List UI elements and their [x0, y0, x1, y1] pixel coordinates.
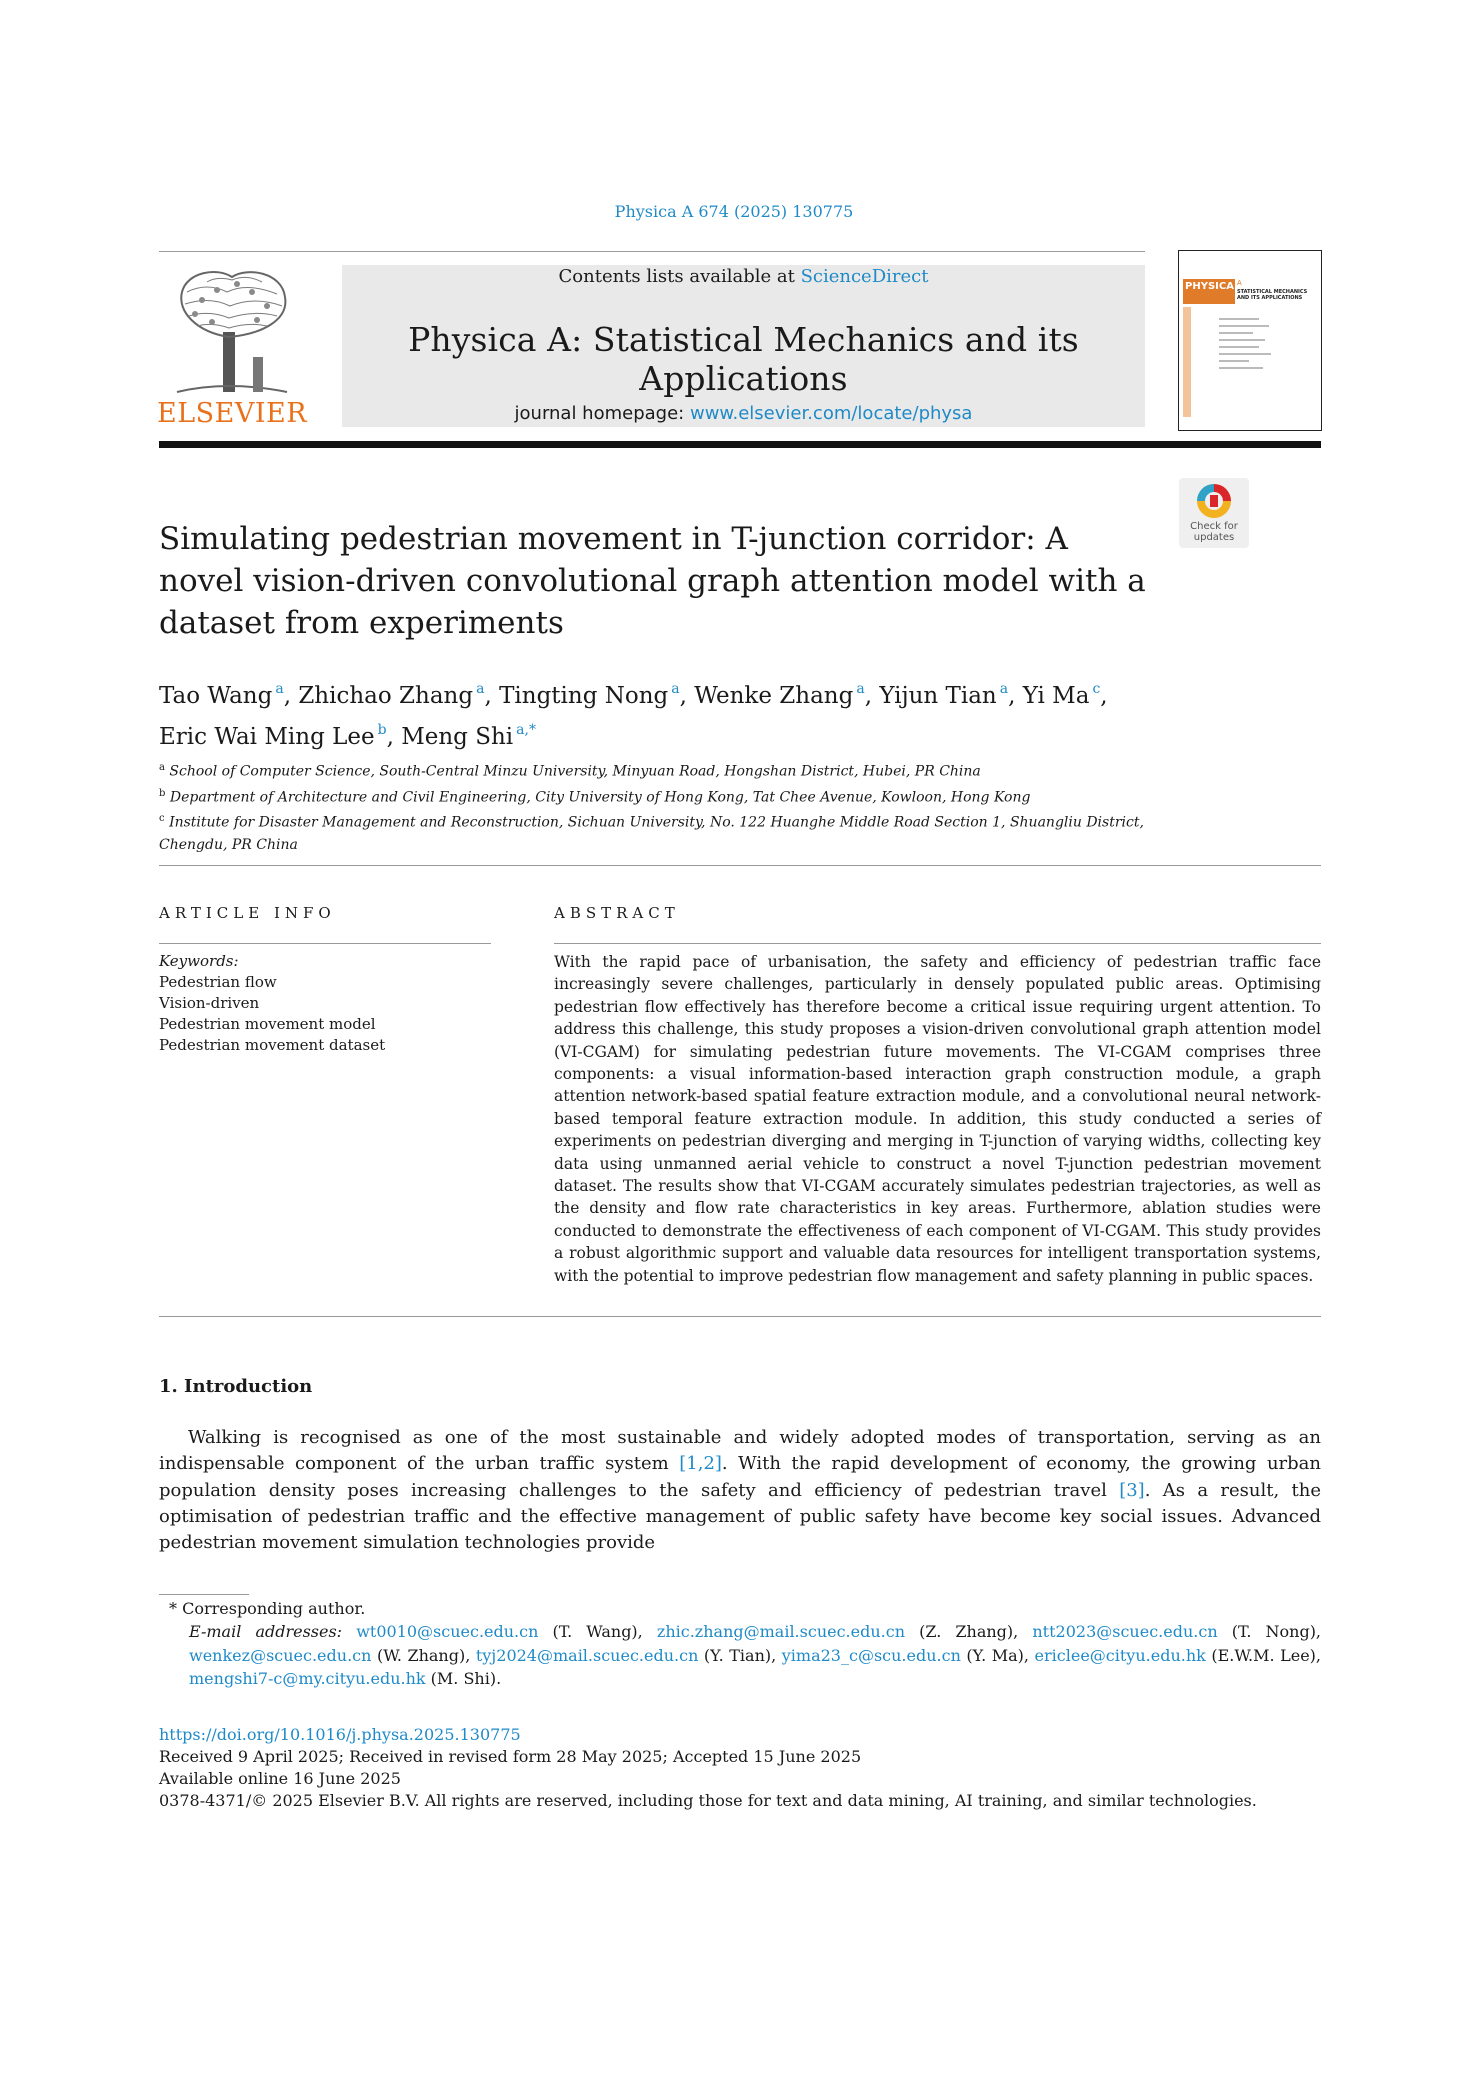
- author-affiliation-mark[interactable]: a,*: [516, 722, 536, 738]
- email-link[interactable]: ntt2023@scuec.edu.cn: [1032, 1622, 1218, 1642]
- article-info-rule: [159, 943, 491, 944]
- author-name[interactable]: Meng Shi: [401, 724, 514, 750]
- check-updates-line1: Check for: [1190, 521, 1238, 532]
- affiliation-text: School of Computer Science, South-Central Minzu University, Minyuan Road, Hongshan District, Hubei, PR China: [169, 763, 981, 780]
- keywords-block: [159, 951, 385, 1056]
- contents-availability: [342, 266, 1145, 287]
- received-dates: Received 9 April 2025; Received in revised form 28 May 2025; Accepted 15 June 2025: [159, 1747, 862, 1766]
- author-name[interactable]: Tingting Nong: [499, 683, 669, 709]
- author-affiliation-mark[interactable]: a: [671, 681, 680, 697]
- email-link[interactable]: mengshi7-c@my.cityu.edu.hk: [189, 1669, 426, 1689]
- email-owner: (T. Nong),: [1231, 1622, 1322, 1642]
- email-owner: (W. Zhang),: [376, 1645, 471, 1665]
- affiliation-mark: c: [159, 813, 165, 825]
- keyword-item: Pedestrian movement dataset: [159, 1036, 386, 1054]
- email-owner: (T. Wang),: [552, 1622, 643, 1642]
- affiliation-text: Department of Architecture and Civil Engineering, City University of Hong Kong, Tat Chee Avenue, Kowloon, Hong Kong: [169, 789, 1031, 806]
- affiliation-item: [159, 808, 1169, 856]
- author-name[interactable]: Tao Wang: [159, 683, 273, 709]
- abstract-heading: ABSTRACT: [554, 904, 680, 922]
- email-link[interactable]: wenkez@scuec.edu.cn: [189, 1645, 372, 1665]
- check-updates-line2: updates: [1193, 532, 1235, 543]
- homepage-prefix: journal homepage:: [514, 403, 690, 424]
- footnote-rule: [159, 1594, 249, 1595]
- author-affiliation-mark[interactable]: b: [377, 722, 387, 738]
- homepage-link[interactable]: www.elsevier.com/locate/physa: [689, 403, 973, 424]
- affiliation-mark: a: [159, 762, 165, 773]
- corresponding-author-note: * Corresponding author.: [169, 1599, 366, 1618]
- elsevier-logo[interactable]: [157, 262, 307, 432]
- author-affiliation-mark[interactable]: c: [1092, 681, 1101, 697]
- elsevier-wordmark: ELSEVIER: [157, 398, 308, 429]
- cover-text-lines: [1219, 313, 1279, 374]
- email-owner: (Y. Tian),: [703, 1645, 777, 1665]
- affiliations: [159, 757, 1169, 856]
- introduction-paragraph: [159, 1425, 1321, 1556]
- section-divider: [159, 865, 1321, 866]
- keyword-item: Pedestrian movement model: [159, 1015, 376, 1033]
- email-link[interactable]: zhic.zhang@mail.scuec.edu.cn: [656, 1622, 905, 1642]
- paragraph-text: . As a result, the optimisation of pedestrian traffic and the effective management of public safety have become key social issues. Advanced pedestrian movement simulation technologies provide: [159, 1479, 1321, 1554]
- author-name[interactable]: Eric Wai Ming Lee: [159, 724, 375, 750]
- article-title: Simulating pedestrian movement in T-junction corridor: A novel vision-driven convolutional graph attention model with a dataset from experiments: [159, 521, 1146, 641]
- check-updates-icon: [1194, 481, 1234, 521]
- publication-info: [159, 1724, 1321, 1812]
- email-link[interactable]: ericlee@cityu.edu.hk: [1034, 1645, 1206, 1665]
- paragraph-text: . With the rapid development of economy, the growing urban population density poses increasing challenges to the safety and efficiency of pedestrian travel: [159, 1453, 1321, 1501]
- cover-title: PHYSICA: [1185, 281, 1234, 292]
- available-online: Available online 16 June 2025: [159, 1769, 401, 1788]
- author-affiliation-mark[interactable]: a: [275, 681, 284, 697]
- author-name[interactable]: Yijun Tian: [879, 683, 997, 709]
- keyword-item: Pedestrian flow: [159, 973, 277, 991]
- abstract-text: With the rapid pace of urbanisation, the safety and efficiency of pedestrian traffic face increasingly severe challenges, particularly in densely populated public areas. Optimising pedestrian flow effectively has therefore become a critical issue requiring urgent attention. To address this challenge, this study proposes a vision-driven convolutional graph attention model (VI-CGAM) for simulating pedestrian future movements. The VI-CGAM comprises three components: a visual information-based interaction graph construction module, a graph attention network-based spatial feature extraction module, and a convolutional neural network-based temporal feature extraction module. In addition, this study conducted a series of experiments on pedestrian diverging and merging in T-junction of varying widths, collecting key data using unmanned aerial vehicle to construct a novel T-junction pedestrian movement dataset. The results show that VI-CGAM accurately simulates pedestrian trajectories, as well as the density and flow rate characteristics in key areas. Furthermore, ablation studies were conducted to demonstrate the effectiveness of each component of VI-CGAM. This study provides a robust algorithmic support and valuable data resources for intelligent transportation systems, with the potential to improve pedestrian flow management and safety planning in public spaces.: [554, 953, 1321, 1285]
- check-for-updates-badge[interactable]: [1179, 478, 1249, 548]
- copyright-notice: 0378-4371/© 2025 Elsevier B.V. All rights are reserved, including those for text and data mining, AI training, and similar technologies.: [159, 1791, 1257, 1810]
- affiliation-mark: b: [159, 787, 166, 799]
- journal-title: Physica A: Statistical Mechanics and its Applications: [408, 320, 1079, 398]
- author-list: Tao Wang $^a$, Zhichao Zhang $^a$, Tingting Nong $^a$, Wenke Zhang $^a$, Yijun Tian $^a$, Yi Ma $^c$, Eric Wai Ming Lee $^b$, Meng Shi $^{a,*}$: [159, 681, 1108, 750]
- cover-subtitle: STATISTICAL MECHANICS AND ITS APPLICATIONS: [1237, 289, 1308, 301]
- affiliation-item: [159, 783, 1169, 809]
- journal-reference-link[interactable]: Physica A 674 (2025) 130775: [614, 202, 854, 221]
- section-heading-introduction: 1. Introduction: [159, 1376, 313, 1397]
- email-owner: (E.W.M. Lee),: [1211, 1645, 1321, 1665]
- author-affiliation-mark[interactable]: a: [856, 681, 865, 697]
- author-affiliation-mark[interactable]: a: [999, 681, 1009, 697]
- sciencedirect-link[interactable]: ScienceDirect: [800, 266, 929, 287]
- journal-cover-thumbnail[interactable]: [1178, 250, 1322, 431]
- cover-title-letter: A: [1237, 279, 1242, 287]
- citation-link[interactable]: [3]: [1119, 1479, 1145, 1501]
- footnote: [159, 1597, 1321, 1691]
- section-divider: [159, 1316, 1321, 1317]
- cover-side-strip: [1183, 307, 1191, 417]
- keyword-item: Vision-driven: [159, 994, 260, 1012]
- header-bottom-rule: [159, 441, 1321, 448]
- article-info-heading: ARTICLE INFO: [159, 904, 336, 922]
- email-link[interactable]: wt0010@scuec.edu.cn: [356, 1622, 539, 1642]
- contents-prefix: Contents lists available at: [558, 266, 801, 287]
- affiliation-text: Institute for Disaster Management and Reconstruction, Sichuan University, No. 122 Huanghe Middle Road Section 1, Shuangliu District, Chengdu, PR China: [159, 814, 1144, 853]
- email-addresses: [159, 1620, 1321, 1690]
- email-owner: (Y. Ma),: [966, 1645, 1030, 1665]
- header-top-rule: [159, 251, 1145, 252]
- paragraph-text: Walking is recognised as one of the most sustainable and widely adopted modes of transportation, serving as an indispensable component of the urban traffic system: [159, 1427, 1321, 1475]
- affiliation-item: [159, 757, 1169, 783]
- email-link[interactable]: yima23_c@scu.edu.cn: [781, 1645, 961, 1665]
- doi-link[interactable]: https://doi.org/10.1016/j.physa.2025.130775: [159, 1725, 521, 1744]
- author-name[interactable]: Yi Ma: [1022, 683, 1090, 709]
- citation-link[interactable]: [1,2]: [679, 1453, 722, 1475]
- email-owner: (M. Shi).: [430, 1669, 502, 1689]
- email-link[interactable]: tyj2024@mail.scuec.edu.cn: [475, 1645, 699, 1665]
- author-affiliation-mark[interactable]: a: [476, 681, 485, 697]
- author-name[interactable]: Wenke Zhang: [694, 683, 854, 709]
- author-name[interactable]: Zhichao Zhang: [298, 683, 474, 709]
- keywords-label: Keywords:: [159, 952, 239, 970]
- abstract-rule: [554, 943, 1321, 944]
- journal-homepage: [342, 403, 1145, 424]
- email-owner: (Z. Zhang),: [919, 1622, 1019, 1642]
- email-label: E-mail addresses:: [189, 1622, 343, 1642]
